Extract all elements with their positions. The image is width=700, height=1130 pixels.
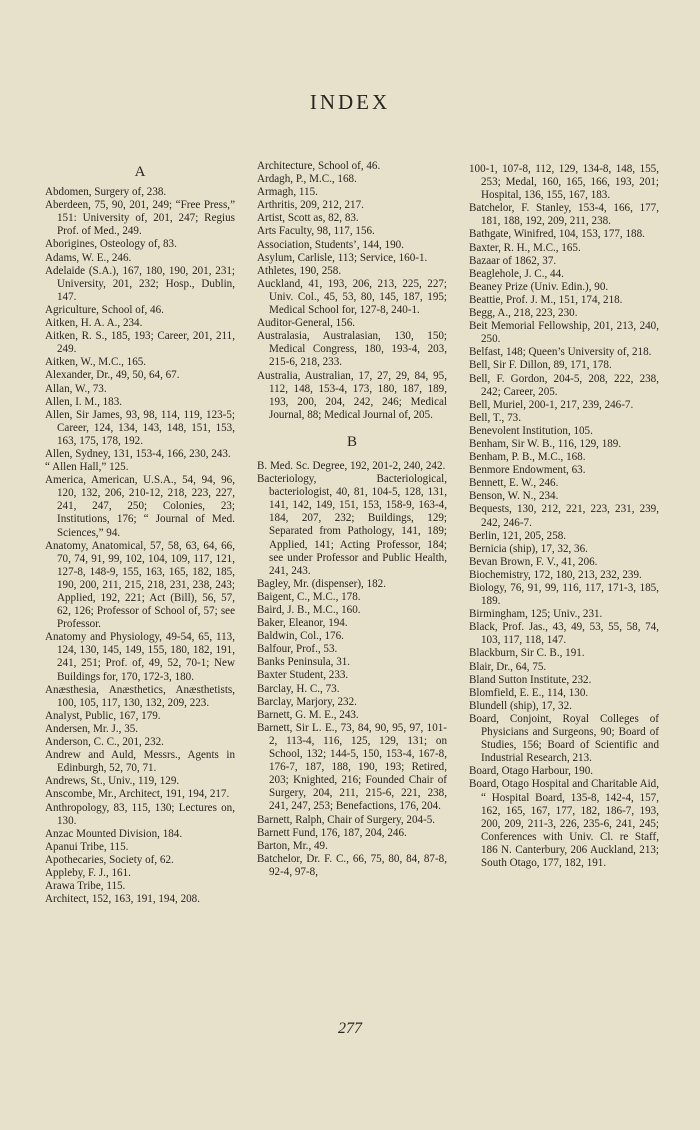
index-entry: Biology, 76, 91, 99, 116, 117, 171-3, 185, 189.: [469, 582, 659, 608]
index-column-3: [469, 163, 659, 870]
index-entry: Banks Peninsula, 31.: [257, 656, 351, 669]
index-entry: Belfast, 148; Queen’s University of, 218.: [469, 346, 652, 359]
index-entry: Benmore Endowment, 63.: [469, 464, 586, 477]
index-column-2: [257, 160, 447, 879]
index-entry: Beattie, Prof. J. M., 151, 174, 218.: [469, 293, 623, 306]
index-entry: Blundell (ship), 17, 32.: [469, 699, 572, 712]
index-entry: Board, Otago Hospital and Charitable Aid, “ Hospital Board, 135-8, 142-4, 157, 162, 165, 167, 177, 182, 186-7, 193, 200, 209, 211-3, 226, 235-6, 241, 245; Conferences with Univ. Cl. re Staff, 186 N. Canterbury, 206 Auckland, 213; South Otago, 177, 182, 191.: [469, 778, 659, 869]
index-entry: Board, Otago Harbour, 190.: [469, 765, 594, 778]
index-entry: Australia, Australian, 17, 27, 29, 84, 95, 112, 148, 153-4, 173, 180, 187, 189, 193, 200, 204, 242, 246; Medical Journal, 88; Medical Journal of, 205.: [257, 369, 447, 421]
index-entry: Begg, A., 218, 223, 230.: [469, 307, 578, 320]
index-entry: Baxter Student, 233.: [257, 669, 349, 682]
index-entry: Australasia, Australasian, 130, 150; Medical Congress, 180, 193-4, 203, 215-6, 218, 233.: [257, 330, 447, 369]
index-entry: 100-1, 107-8, 112, 129, 134-8, 148, 155, 253; Medal, 160, 165, 166, 193, 201; Hospital, 136, 155, 167, 183.: [469, 163, 659, 202]
index-entry: Benham, Sir W. B., 116, 129, 189.: [469, 437, 622, 450]
index-entry: Aborigines, Osteology of, 83.: [45, 238, 177, 251]
index-entry: “ Allen Hall,” 125.: [45, 461, 129, 474]
index-entry: Bland Sutton Institute, 232.: [469, 673, 592, 686]
index-entry: Bathgate, Winifred, 104, 153, 177, 188.: [469, 228, 645, 241]
index-entry: Anatomy and Physiology, 49-54, 65, 113, 124, 130, 145, 149, 155, 180, 182, 191, 241, 251; Prof. of, 49, 52, 70-1; New Buildings for, 170, 172-3, 180.: [45, 631, 235, 683]
index-entry: Bequests, 130, 212, 221, 223, 231, 239, 242, 246-7.: [469, 503, 659, 529]
index-entry: Anæsthesia, Anæsthetics, Anæsthetists, 100, 105, 117, 130, 132, 209, 223.: [45, 683, 235, 709]
page-number: 277: [338, 1020, 362, 1037]
index-entry: America, American, U.S.A., 54, 94, 96, 120, 132, 206, 210-12, 218, 223, 227, 241, 247, 250; Colonies, 23; Institutions, 176; “ Journal of Med. Sciences,” 94.: [45, 474, 235, 539]
index-entry: Apanui Tribe, 115.: [45, 840, 129, 853]
index-entry: Barclay, Marjory, 232.: [257, 695, 357, 708]
index-entry: Beit Memorial Fellowship, 201, 213, 240, 250.: [469, 320, 659, 346]
index-entry: Anzac Mounted Division, 184.: [45, 827, 183, 840]
index-entry: Allan, W., 73.: [45, 382, 107, 395]
index-entry: Apothecaries, Society of, 62.: [45, 853, 174, 866]
index-entry: Allen, Sydney, 131, 153-4, 166, 230, 243.: [45, 447, 231, 460]
index-entry: Batchelor, Dr. F. C., 66, 75, 80, 84, 87-8, 92-4, 97-8,: [257, 852, 447, 878]
index-entry: Balfour, Prof., 53.: [257, 643, 338, 656]
index-entry: Aitken, H. A. A., 234.: [45, 317, 143, 330]
index-entry: Allen, Sir James, 93, 98, 114, 119, 123-5; Career, 124, 134, 143, 148, 151, 153, 163, 175, 178, 192.: [45, 408, 235, 447]
section-letter-a: A: [134, 164, 146, 180]
index-entry: Barnett Fund, 176, 187, 204, 246.: [257, 826, 407, 839]
index-entry: Appleby, F. J., 161.: [45, 866, 131, 879]
index-entry: Blackburn, Sir C. B., 191.: [469, 647, 585, 660]
index-entry: Barnett, G. M. E., 243.: [257, 708, 359, 721]
index-entry: B. Med. Sc. Degree, 192, 201-2, 240, 242.: [257, 459, 446, 472]
index-entry: Black, Prof. Jas., 43, 49, 53, 55, 58, 74, 103, 117, 118, 147.: [469, 621, 659, 647]
index-entry: Benevolent Institution, 105.: [469, 424, 593, 437]
index-entry: Adams, W. E., 246.: [45, 251, 132, 264]
entry-list-b-cont: [469, 163, 659, 870]
index-entry: Barnett, Sir L. E., 73, 84, 90, 95, 97, 101-2, 113-4, 116, 125, 129, 131; on School, 132; 144-5, 150, 153-4, 167-8, 176-7, 187, 188, 190, 193; Retired, 203; Knighted, 216; Founded Chair of Surgery, 204, 211, 215-6, 221, 238, 241, 247, 253; Benefactions, 176, 204.: [257, 721, 447, 813]
index-entry: Anscombe, Mr., Architect, 191, 194, 217.: [45, 788, 230, 801]
index-entry: Anderson, C. C., 201, 232.: [45, 736, 164, 749]
index-entry: Baxter, R. H., M.C., 165.: [469, 241, 581, 254]
index-entry: Baigent, C., M.C., 178.: [257, 590, 361, 603]
index-entry: Arthritis, 209, 212, 217.: [257, 199, 364, 212]
index-entry: Artist, Scott as, 82, 83.: [257, 212, 359, 225]
index-entry: Anthropology, 83, 115, 130; Lectures on, 130.: [45, 801, 235, 827]
index-entry: Aitken, R. S., 185, 193; Career, 201, 211, 249.: [45, 330, 235, 356]
index-entry: Architecture, School of, 46.: [257, 160, 381, 172]
index-entry: Benham, P. B., M.C., 168.: [469, 451, 586, 464]
index-entry: Bell, T., 73.: [469, 411, 521, 424]
index-entry: Baker, Eleanor, 194.: [257, 617, 348, 630]
index-entry: Arts Faculty, 98, 117, 156.: [257, 225, 375, 238]
index-entry: Benson, W. N., 234.: [469, 490, 559, 503]
index-entry: Arawa Tribe, 115.: [45, 880, 126, 893]
index-entry: Beaglehole, J. C., 44.: [469, 267, 564, 280]
section-letter-b: B: [346, 433, 357, 450]
entry-list-a: [45, 186, 235, 906]
index-column-1: [45, 160, 235, 906]
index-entry: Barclay, H. C., 73.: [257, 682, 340, 695]
index-entry: Bell, Muriel, 200-1, 217, 239, 246-7.: [469, 398, 634, 411]
index-entry: Aitken, W., M.C., 165.: [45, 356, 147, 369]
index-entry: Architect, 152, 163, 191, 194, 208.: [45, 893, 200, 906]
index-entry: Andrews, St., Univ., 119, 129.: [45, 775, 180, 788]
index-entry: Bernicia (ship), 17, 32, 36.: [469, 542, 588, 555]
index-entry: Allen, I. M., 183.: [45, 395, 123, 408]
index-entry: Bevan Brown, F. V., 41, 206.: [469, 555, 598, 568]
index-entry: Blair, Dr., 64, 75.: [469, 660, 547, 673]
index-entry: Birmingham, 125; Univ., 231.: [469, 608, 603, 621]
index-entry: Blomfield, E. E., 114, 130.: [469, 686, 589, 699]
index-entry: Asylum, Carlisle, 113; Service, 160-1.: [257, 251, 428, 264]
index-entry: Barton, Mr., 49.: [257, 839, 328, 852]
index-entry: Anatomy, Anatomical, 57, 58, 63, 64, 66, 70, 74, 91, 99, 102, 104, 109, 117, 121, 127-8, 148-9, 155, 163, 165, 182, 185, 190, 200, 211, 215, 218, 231, 238, 243; Applied, 192, 221; Act (Bill), 56, 57, 62, 126; Professor of School of, 57; see Professor.: [45, 539, 235, 631]
index-entry: Bagley, Mr. (dispenser), 182.: [257, 577, 386, 590]
entry-list-a-cont: [257, 160, 447, 422]
index-entry: Andrew and Auld, Messrs., Agents in Edinburgh, 52, 70, 71.: [45, 749, 235, 775]
index-entry: Bacteriology, Bacteriological, bacteriologist, 40, 81, 104-5, 128, 131, 141, 142, 149, 151, 153, 158-9, 163-4, 184, 207, 232; Buildings, 129; Separated from Pathology, 141, 189; Applied, 141; Acting Professor, 184; see under Professor and Public Health, 241, 243.: [257, 473, 447, 577]
index-entry: Baird, J. B., M.C., 160.: [257, 604, 361, 616]
index-entry: Bell, F. Gordon, 204-5, 208, 222, 238, 242; Career, 205.: [469, 372, 659, 398]
index-entry: Baldwin, Col., 176.: [257, 630, 344, 643]
index-entry: Abdomen, Surgery of, 238.: [45, 186, 167, 199]
index-entry: Athletes, 190, 258.: [257, 264, 342, 277]
index-entry: Auckland, 41, 193, 206, 213, 225, 227; Univ. Col., 45, 53, 80, 145, 187, 195; Medical School for, 127-8, 240-1.: [257, 277, 447, 317]
index-entry: Agriculture, School of, 46.: [45, 303, 164, 316]
index-entry: Alexander, Dr., 49, 50, 64, 67.: [45, 369, 180, 382]
index-entry: Auditor-General, 156.: [257, 317, 356, 330]
index-entry: Beaney Prize (Univ. Edin.), 90.: [469, 280, 609, 293]
index-entry: Ardagh, P., M.C., 168.: [257, 173, 357, 186]
index-entry: Armagh, 115.: [257, 186, 318, 199]
index-entry: Aberdeen, 75, 90, 201, 249; “Free Press,” 151: University of, 201, 247; Regius Prof. of Med., 249.: [45, 199, 235, 238]
index-entry: Bazaar of 1862, 37.: [469, 254, 557, 267]
index-entry: Barnett, Ralph, Chair of Surgery, 204-5.: [257, 813, 436, 826]
index-entry: Biochemistry, 172, 180, 213, 232, 239.: [469, 568, 642, 581]
index-entry: Association, Students’, 144, 190.: [257, 238, 404, 251]
index-entry: Analyst, Public, 167, 179.: [45, 709, 161, 722]
index-entry: Andersen, Mr. J., 35.: [45, 722, 139, 735]
entry-list-b: [257, 460, 447, 879]
index-entry: Bennett, E. W., 246.: [469, 477, 559, 490]
index-entry: Adelaide (S.A.), 167, 180, 190, 201, 231; University, 201, 232; Hosp., Dublin, 147.: [45, 264, 235, 303]
index-entry: Board, Conjoint, Royal Colleges of Physicians and Surgeons, 90; Board of Studies, 156; Board of Scientific and Industrial Research, 213.: [469, 712, 659, 765]
index-entry: Batchelor, F. Stanley, 153-4, 166, 177, 181, 188, 192, 209, 211, 238.: [469, 202, 659, 228]
index-entry: Berlin, 121, 205, 258.: [469, 529, 567, 542]
index-entry: Bell, Sir F. Dillon, 89, 171, 178.: [469, 359, 612, 372]
page-title: INDEX: [309, 90, 391, 114]
